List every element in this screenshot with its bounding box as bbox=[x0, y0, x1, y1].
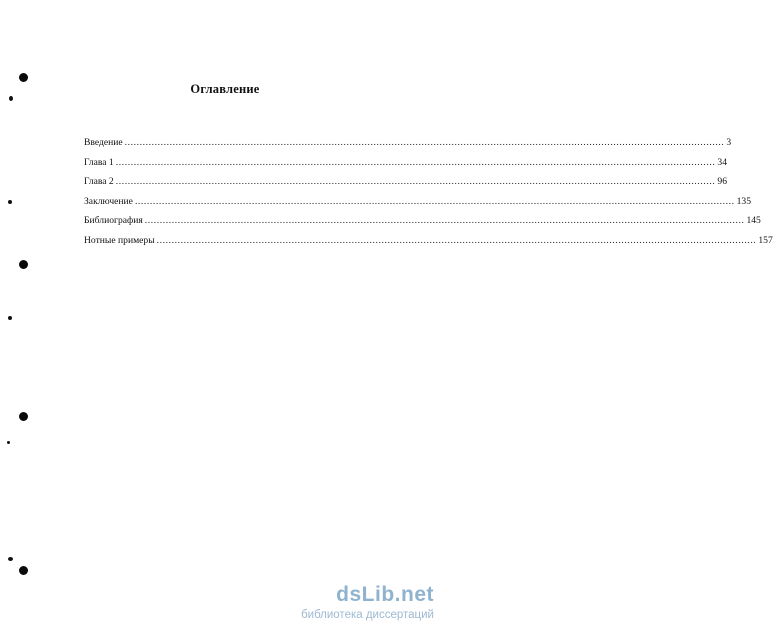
scan-mark-4 bbox=[7, 441, 10, 444]
toc-entry-page: 135 bbox=[736, 195, 752, 207]
watermark-subtitle: библиотека диссертаций bbox=[301, 609, 434, 621]
toc-entry-label: Глава 1 bbox=[84, 156, 114, 168]
toc-leader-dots: ........................................................................................................................................................................................................ bbox=[115, 176, 716, 187]
binder-hole-1 bbox=[19, 73, 28, 82]
scan-mark-5 bbox=[8, 557, 13, 561]
binder-hole-4 bbox=[19, 566, 28, 575]
page-title: Оглавление bbox=[190, 82, 260, 96]
toc-leader-dots: ........................................................................................................................................................................................................ bbox=[134, 195, 735, 207]
toc-entry-page: 96 bbox=[717, 176, 728, 187]
toc-leader-dots: ........................................................................................................................................................................................................ bbox=[115, 156, 716, 168]
toc-leader-dots: ........................................................................................................................................................................................................ bbox=[124, 137, 725, 148]
toc-entry-page: 145 bbox=[746, 215, 761, 226]
toc-entry-page: 34 bbox=[717, 156, 728, 168]
toc-entry-label: Нотные примеры bbox=[84, 234, 155, 246]
toc-entry-label: Библиография bbox=[84, 215, 143, 226]
toc-entry-label: Введение bbox=[84, 137, 123, 148]
table-of-contents bbox=[84, 137, 773, 254]
toc-leader-dots: ........................................................................................................................................................................................................ bbox=[144, 215, 745, 226]
toc-entry bbox=[84, 234, 773, 255]
toc-entry bbox=[84, 176, 728, 196]
toc-entry-page: 157 bbox=[758, 234, 773, 246]
toc-entry bbox=[84, 156, 728, 177]
scan-mark-2 bbox=[8, 200, 12, 204]
watermark-logo: dsLib.net bbox=[336, 583, 434, 606]
binder-hole-3 bbox=[19, 412, 28, 421]
toc-entry-label: Глава 2 bbox=[84, 176, 114, 187]
watermark bbox=[266, 583, 436, 627]
toc-entry bbox=[84, 195, 752, 216]
toc-entry-label: Заключение bbox=[84, 195, 133, 207]
binder-hole-2 bbox=[19, 260, 28, 269]
toc-entry bbox=[84, 137, 732, 157]
toc-leader-dots: ........................................................................................................................................................................................................ bbox=[156, 234, 757, 246]
toc-entry bbox=[84, 215, 761, 235]
scan-mark-3 bbox=[8, 316, 12, 320]
toc-entry-page: 3 bbox=[726, 137, 732, 148]
